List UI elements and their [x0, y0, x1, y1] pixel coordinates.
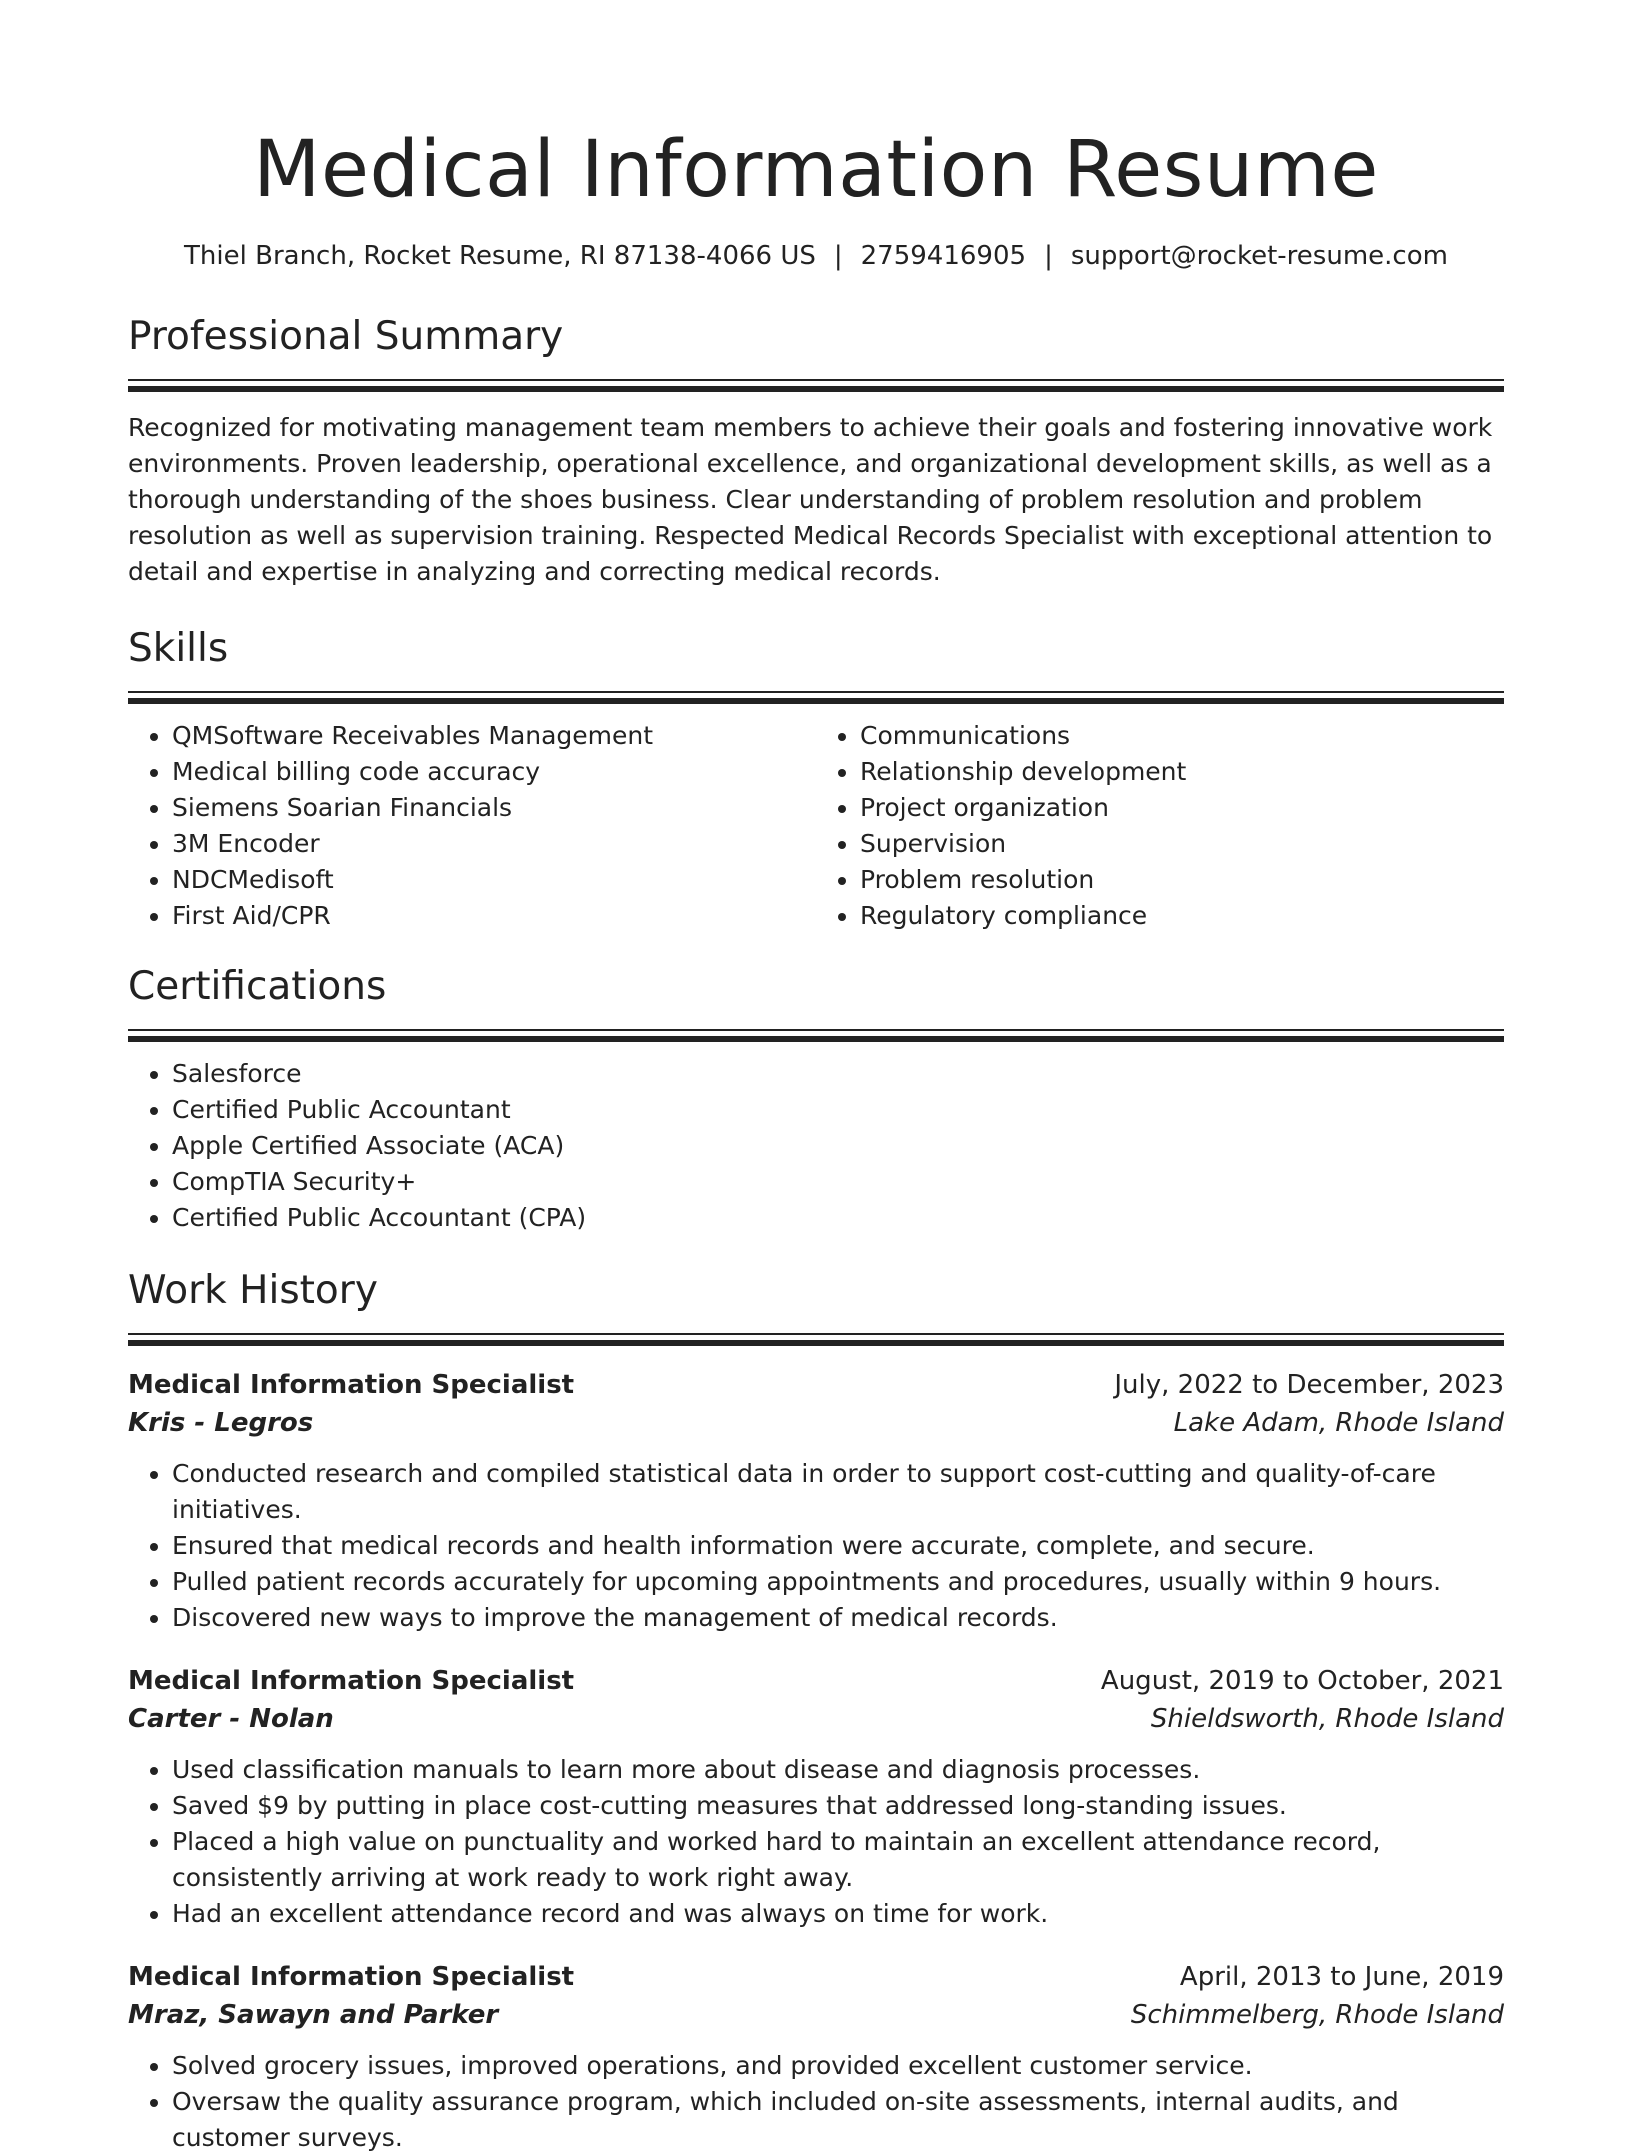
- list-item: • Placed a high value on punctuality and worked hard to maintain an excellent attendance record, consistently arriving at work ready to work right away.: [172, 1824, 1504, 1896]
- certifications-section: [128, 962, 1504, 1236]
- list-item: • Certified Public Accountant (CPA): [172, 1200, 1504, 1236]
- section-heading-certifications: Certifications: [128, 964, 387, 1009]
- contact-separator: |: [1044, 241, 1053, 271]
- job-company: Kris - Legros: [128, 1408, 314, 1438]
- list-item: • Regulatory compliance: [860, 898, 1504, 934]
- list-item: • Certified Public Accountant: [172, 1092, 1504, 1128]
- skills-list-right: [816, 718, 1504, 934]
- job-title: Medical Information Specialist: [128, 1370, 575, 1400]
- list-item: • Used classification manuals to learn more about disease and diagnosis processes.: [172, 1752, 1504, 1788]
- list-item: • Had an excellent attendance record and was always on time for work.: [172, 1896, 1504, 1932]
- skills-section: [128, 624, 1504, 934]
- job-dates: April, 2013 to June, 2019: [1179, 1962, 1504, 1992]
- job-header: [128, 1366, 1504, 1404]
- list-item: • Apple Certified Associate (ACA): [172, 1128, 1504, 1164]
- list-item: • Salesforce: [172, 1056, 1504, 1092]
- list-item: • Siemens Soarian Financials: [172, 790, 816, 826]
- job-header: [128, 1662, 1504, 1700]
- job-entry: [128, 1662, 1504, 1932]
- list-item: • Problem resolution: [860, 862, 1504, 898]
- list-item: • NDCMedisoft: [172, 862, 816, 898]
- job-company: Mraz, Sawayn and Parker: [128, 2000, 499, 2030]
- contact-separator: |: [833, 241, 843, 271]
- job-bullets: [128, 1752, 1504, 1932]
- job-bullets: [128, 2048, 1504, 2156]
- section-heading-skills: Skills: [128, 626, 229, 671]
- resume-title: Medical Information Resume: [253, 125, 1379, 215]
- list-item: • Discovered new ways to improve the management of medical records.: [172, 1600, 1504, 1636]
- section-divider: [128, 1029, 1504, 1042]
- skills-list-left: [128, 718, 816, 934]
- list-item: • Medical billing code accuracy: [172, 754, 816, 790]
- job-title: Medical Information Specialist: [128, 1962, 575, 1992]
- job-entry: [128, 1366, 1504, 1636]
- job-location: Schimmelberg, Rhode Island: [1130, 2000, 1504, 2030]
- list-item: • Communications: [860, 718, 1504, 754]
- job-header: [128, 1958, 1504, 1996]
- list-item: • QMSoftware Receivables Management: [172, 718, 816, 754]
- job-bullets: [128, 1456, 1504, 1636]
- job-location: Lake Adam, Rhode Island: [1173, 1408, 1504, 1438]
- job-dates: August, 2019 to October, 2021: [1100, 1666, 1504, 1696]
- list-item: • First Aid/CPR: [172, 898, 816, 934]
- list-item: • Saved $9 by putting in place cost-cutting measures that addressed long-standing issues.: [172, 1788, 1504, 1824]
- section-divider: [128, 1333, 1504, 1346]
- skills-columns: [128, 704, 1504, 934]
- list-item: • Supervision: [860, 826, 1504, 862]
- list-item: • Project organization: [860, 790, 1504, 826]
- section-divider: [128, 691, 1504, 704]
- list-item: • Ensured that medical records and health information were accurate, complete, and secure.: [172, 1528, 1504, 1564]
- contact-email: support@rocket-resume.com: [1070, 241, 1448, 271]
- contact-address: Thiel Branch, Rocket Resume, RI 87138-4066 US: [184, 241, 816, 271]
- section-heading-work-history: Work History: [128, 1268, 378, 1313]
- certifications-list: [128, 1056, 1504, 1236]
- job-dates: July, 2022 to December, 2023: [1114, 1370, 1504, 1400]
- section-divider: [128, 379, 1504, 392]
- job-company: Carter - Nolan: [128, 1704, 334, 1734]
- contact-phone: 2759416905: [860, 241, 1027, 271]
- list-item: • CompTIA Security+: [172, 1164, 1504, 1200]
- job-subheader: [128, 1404, 1504, 1442]
- list-item: • Relationship development: [860, 754, 1504, 790]
- summary-text: Recognized for motivating management team members to achieve their goals and fostering innovative work environments. Proven leadership, operational excellence, and organizational development skills, as well as a thorough understanding of the shoes business. Clear understanding of problem resolution and problem resolution as well as supervision training. Respected Medical Records Specialist with exceptional attention to detail and expertise in analyzing and correcting medical records.: [128, 413, 1493, 586]
- list-item: • Conducted research and compiled statistical data in order to support cost-cutting and quality-of-care initiatives.: [172, 1456, 1504, 1528]
- contact-line: [128, 238, 1504, 274]
- list-item: • 3M Encoder: [172, 826, 816, 862]
- list-item: • Oversaw the quality assurance program, which included on-site assessments, internal audits, and customer surveys.: [172, 2084, 1504, 2156]
- section-heading-summary: Professional Summary: [128, 314, 564, 359]
- job-subheader: [128, 1996, 1504, 2034]
- list-item: • Pulled patient records accurately for upcoming appointments and procedures, usually within 9 hours.: [172, 1564, 1504, 1600]
- job-title: Medical Information Specialist: [128, 1666, 575, 1696]
- job-entry: [128, 1958, 1504, 2156]
- summary-section: [128, 312, 1504, 590]
- list-item: • Solved grocery issues, improved operations, and provided excellent customer service.: [172, 2048, 1504, 2084]
- job-location: Shieldsworth, Rhode Island: [1150, 1704, 1504, 1734]
- work-history-section: [128, 1266, 1504, 2156]
- job-subheader: [128, 1700, 1504, 1738]
